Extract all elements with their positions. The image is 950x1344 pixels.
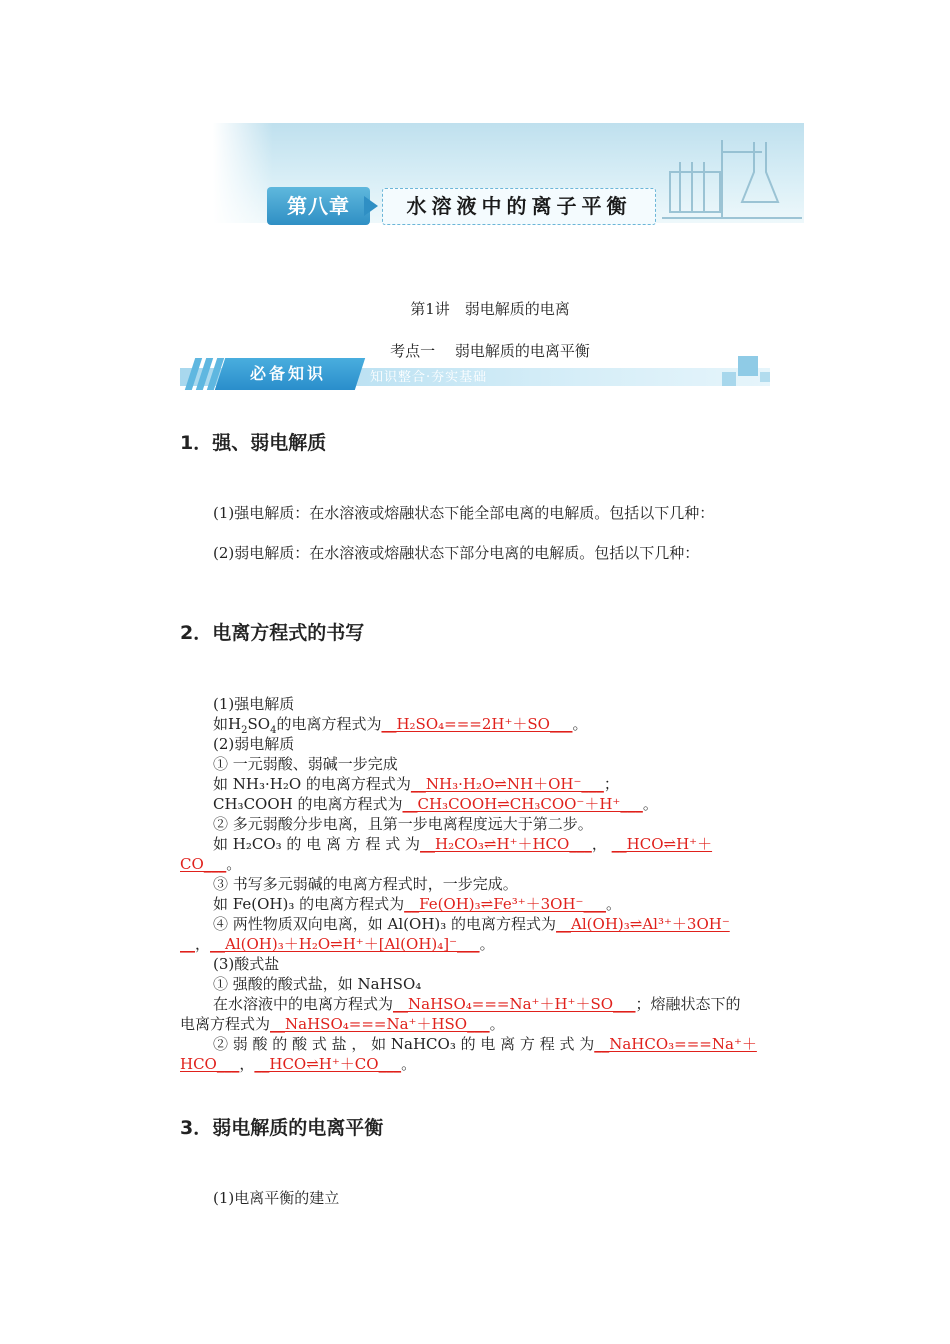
paragraph: ① 一元弱酸、弱碱一步完成 bbox=[213, 755, 398, 773]
equation-line bbox=[213, 994, 741, 1014]
paragraph: (2)弱电解质：在水溶液或熔融状态下部分电离的电解质。包括以下几种： bbox=[213, 544, 700, 562]
paragraph: (1)强电解质：在水溶液或熔融状态下能全部电离的电解质。包括以下几种： bbox=[213, 504, 715, 522]
text: 。 bbox=[401, 1055, 417, 1073]
equation-line bbox=[180, 1054, 416, 1074]
equation-line bbox=[213, 714, 587, 734]
equation-line bbox=[213, 834, 712, 854]
equation-line bbox=[213, 1034, 757, 1054]
chapter-title: 水溶液中的离子平衡 bbox=[382, 188, 656, 225]
answer: HCO___ bbox=[180, 1055, 240, 1073]
equation-line bbox=[180, 854, 241, 874]
answer: __Al(OH)₃＋H₂O⇌H⁺＋[Al(OH)₄]⁻___ bbox=[210, 935, 480, 953]
equation-line bbox=[180, 1014, 505, 1034]
text: CH₃COOH 的电离方程式为 bbox=[213, 795, 403, 813]
answer: __Fe(OH)₃⇌Fe³⁺＋3OH⁻___ bbox=[404, 895, 606, 913]
text: ； bbox=[603, 775, 619, 793]
answer: __NaHCO₃===Na⁺＋ bbox=[594, 1035, 757, 1053]
chapter-number-badge: 第八章 bbox=[267, 187, 370, 225]
answer: __HCO⇌H⁺＋ bbox=[611, 835, 713, 853]
answer: __HCO⇌H⁺＋CO___ bbox=[254, 1055, 402, 1073]
paragraph: ③ 书写多元弱碱的电离方程式时，一步完成。 bbox=[213, 875, 518, 893]
section-heading: 2．电离方程式的书写 bbox=[180, 622, 365, 644]
point-title: 考点一 弱电解质的电离平衡 bbox=[390, 342, 590, 360]
section-heading: 3．弱电解质的电离平衡 bbox=[180, 1117, 384, 1139]
lecture-title: 第1讲 弱电解质的电离 bbox=[410, 300, 570, 318]
banner-fade bbox=[213, 123, 273, 223]
equation-line bbox=[180, 934, 495, 954]
paragraph: (2)弱电解质 bbox=[213, 735, 295, 753]
text: 。 bbox=[572, 715, 588, 733]
text: 如 H₂CO₃ 的 电 离 方 程 式 为 bbox=[213, 835, 421, 853]
answer: __H₂SO₄===2H⁺＋SO___ bbox=[381, 715, 573, 733]
paragraph: ① 强酸的酸式盐，如 NaHSO₄ bbox=[213, 975, 422, 993]
text: 。 bbox=[642, 795, 658, 813]
text: 。 bbox=[489, 1015, 505, 1033]
paragraph: ② 多元弱酸分步电离，且第一步电离程度远大于第二步。 bbox=[213, 815, 593, 833]
text: 如 NH₃·H₂O 的电离方程式为 bbox=[213, 775, 411, 793]
text: ④ 两性物质双向电离，如 Al(OH)₃ 的电离方程式为 bbox=[213, 915, 557, 933]
equation-line bbox=[213, 894, 621, 914]
answer: __NaHSO₄===Na⁺＋HSO___ bbox=[270, 1015, 490, 1033]
text: ， bbox=[195, 935, 211, 953]
paragraph: (1)强电解质 bbox=[213, 695, 295, 713]
text: 在水溶液中的电离方程式为 bbox=[213, 995, 394, 1013]
answer: __CH₃COOH⇌CH₃COO⁻＋H⁺___ bbox=[402, 795, 643, 813]
answer: __H₂CO₃⇌H⁺＋HCO___ bbox=[420, 835, 592, 853]
formula: $H_2SO_4$ bbox=[228, 715, 277, 736]
equation-line bbox=[213, 914, 730, 934]
text: 电离方程式为 bbox=[180, 1015, 271, 1033]
answer: CO___ bbox=[180, 855, 227, 873]
text: 。 bbox=[605, 895, 621, 913]
equation-line bbox=[213, 774, 619, 794]
square-decoration bbox=[722, 372, 736, 386]
paragraph: (1)电离平衡的建立 bbox=[213, 1189, 340, 1207]
text: ， bbox=[591, 835, 607, 853]
text: 如 bbox=[213, 715, 229, 733]
answer: __ bbox=[180, 935, 195, 953]
section-heading: 1．强、弱电解质 bbox=[180, 432, 327, 454]
lab-equipment-illustration bbox=[662, 132, 802, 222]
text: 如 Fe(OH)₃ 的电离方程式为 bbox=[213, 895, 405, 913]
knowledge-bar-label: 必备知识 bbox=[249, 364, 326, 383]
text: 。 bbox=[479, 935, 495, 953]
square-decoration bbox=[760, 372, 770, 382]
answer: __NaHSO₄===Na⁺＋H⁺＋SO___ bbox=[393, 995, 636, 1013]
text: 的电离方程式为 bbox=[276, 715, 382, 733]
text: 。 bbox=[226, 855, 242, 873]
knowledge-bar-subtitle: 知识整合·夯实基础 bbox=[370, 370, 488, 385]
answer: __NH₃·H₂O⇌NH＋OH⁻___ bbox=[410, 775, 604, 793]
square-decoration bbox=[738, 356, 758, 376]
paragraph: (3)酸式盐 bbox=[213, 955, 280, 973]
text: ② 弱 酸 的 酸 式 盐 ， 如 NaHCO₃ 的 电 离 方 程 式 为 bbox=[213, 1035, 595, 1053]
equation-line bbox=[213, 794, 658, 814]
text: ；熔融状态下的 bbox=[635, 995, 741, 1013]
text: ， bbox=[239, 1055, 255, 1073]
chapter-arrow-icon bbox=[364, 196, 378, 216]
answer: __Al(OH)₃⇌Al³⁺＋3OH⁻ bbox=[556, 915, 730, 933]
